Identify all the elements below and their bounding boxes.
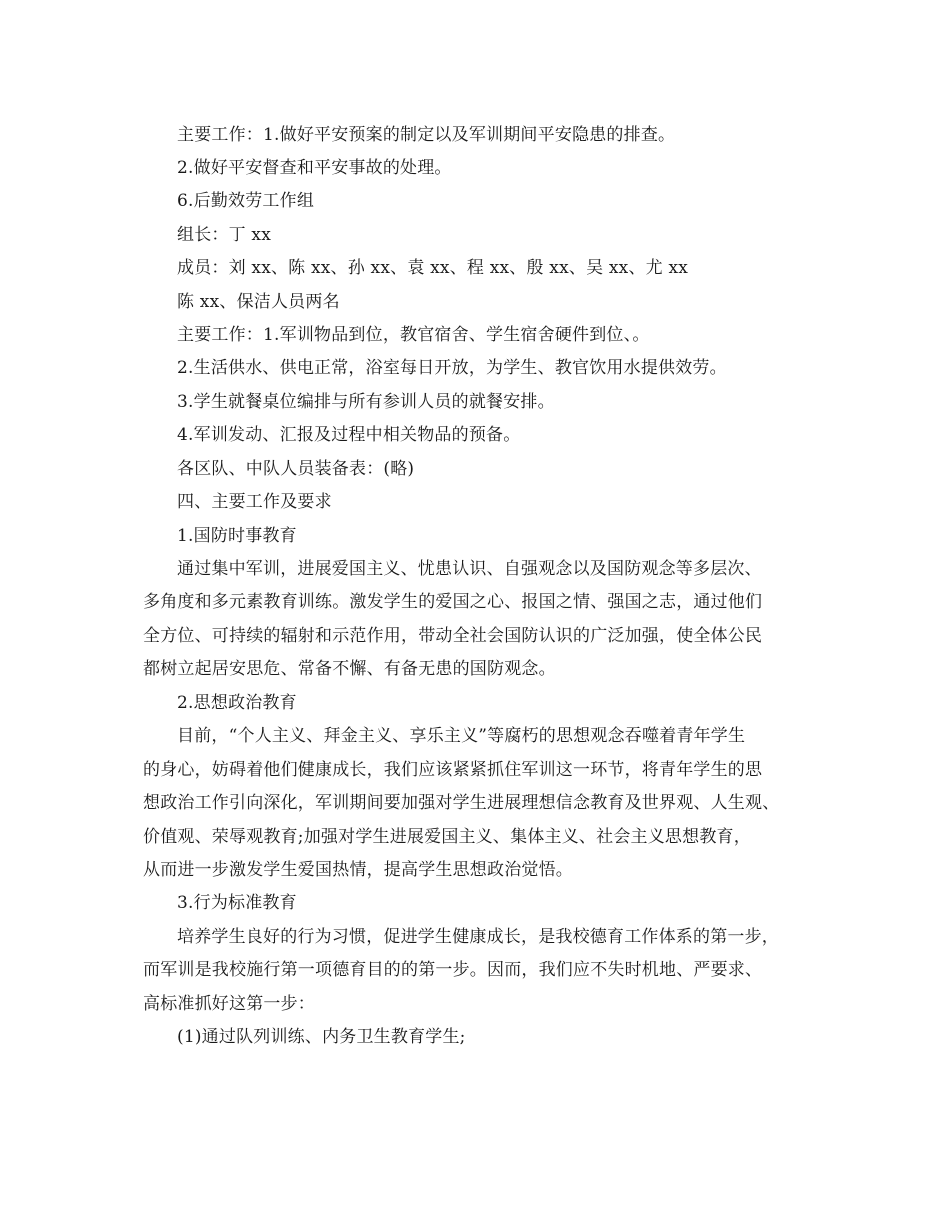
text-line: 主要工作：1.军训物品到位，教官宿舍、学生宿舍硬件到位、。 [177, 325, 650, 345]
section-heading: 3.行为标准教育 [177, 893, 297, 913]
text-line: 3.学生就餐桌位编排与所有参训人员的就餐安排。 [177, 392, 555, 412]
paragraph-line: 都树立起居安思危、常备不懈、有备无患的国防观念。 [143, 659, 556, 679]
text-line: 主要工作：1.做好平安预案的制定以及军训期间平安隐患的排查。 [177, 125, 676, 145]
paragraph-line: 想政治工作引向深化，军训期间要加强对学生进展理想信念教育及世界观、人生观、 [143, 793, 780, 813]
paragraph-line: 而军训是我校施行第一项德育目的的第一步。因而，我们应不失时机地、严要求、 [143, 960, 763, 980]
paragraph-line: 多角度和多元素教育训练。激发学生的爱国之心、报国之情、强国之志，通过他们 [143, 592, 763, 612]
text-line: 4.军训发动、汇报及过程中相关物品的预备。 [177, 425, 521, 445]
paragraph-line: 高标准抓好这第一步： [143, 994, 315, 1014]
paragraph-line: 价值观、荣辱观教育;加强对学生进展爱国主义、集体主义、社会主义思想教育， [143, 827, 751, 847]
text-line: 各区队、中队人员装备表：(略) [177, 459, 415, 479]
text-line: 2.做好平安督查和平安事故的处理。 [177, 158, 452, 178]
text-line: 成员：刘 xx、陈 xx、孙 xx、袁 xx、程 xx、殷 xx、吴 xx、尤 xx [177, 258, 689, 278]
paragraph-line: 的身心，妨碍着他们健康成长，我们应该紧紧抓住军训这一环节，将青年学生的思 [143, 760, 763, 780]
section-heading: 2.思想政治教育 [177, 693, 297, 713]
text-line: 陈 xx、保洁人员两名 [177, 292, 340, 312]
text-line: 2.生活供水、供电正常，浴室每日开放，为学生、教官饮用水提供效劳。 [177, 358, 727, 378]
paragraph-line: 全方位、可持续的辐射和示范作用，带动全社会国防认识的广泛加强，使全体公民 [143, 626, 763, 646]
paragraph-line: 目前，“个人主义、拜金主义、享乐主义”等腐朽的思想观念吞噬着青年学生 [177, 726, 746, 746]
list-item: (1)通过队列训练、内务卫生教育学生; [177, 1027, 466, 1047]
section-heading: 6.后勤效劳工作组 [177, 191, 315, 211]
paragraph-line: 从而进一步激发学生爱国热情，提高学生思想政治觉悟。 [143, 860, 573, 880]
paragraph-line: 培养学生良好的行为习惯，促进学生健康成长，是我校德育工作体系的第一步， [177, 927, 779, 947]
section-heading: 1.国防时事教育 [177, 526, 297, 546]
section-heading: 四、主要工作及要求 [177, 492, 332, 512]
paragraph-line: 通过集中军训，进展爱国主义、忧患认识、自强观念以及国防观念等多层次、 [177, 559, 762, 579]
text-line: 组长：丁 xx [177, 225, 271, 245]
